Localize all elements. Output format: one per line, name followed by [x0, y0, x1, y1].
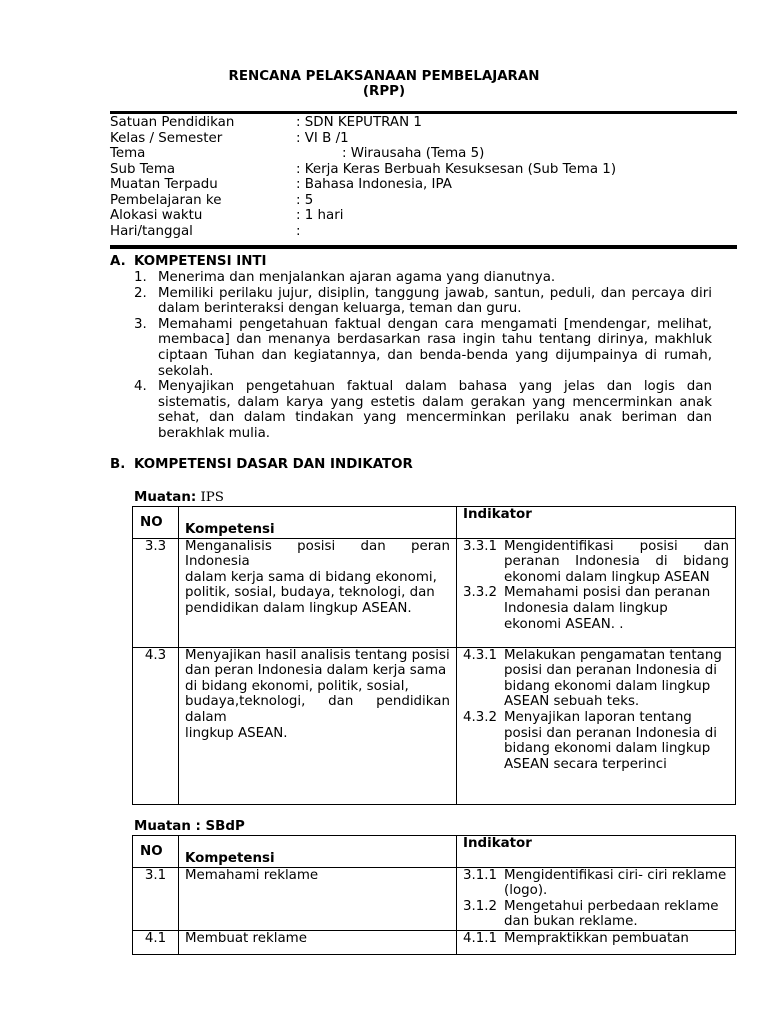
list-item — [134, 317, 712, 379]
row-indikator — [457, 647, 736, 804]
document-subtitle: (RPP) — [362, 84, 406, 99]
list-item — [134, 379, 712, 441]
info-value: : Wirausaha (Tema 5) — [342, 146, 485, 161]
info-value: : 1 hari — [296, 208, 344, 223]
sbdp-table — [132, 835, 736, 955]
info-label: Alokasi waktu — [110, 208, 203, 223]
muatan-sbdp-label: Muatan : SBdP — [134, 819, 245, 834]
info-row-hari — [110, 224, 737, 240]
section-b-heading — [110, 457, 413, 473]
info-label: Sub Tema — [110, 161, 176, 177]
indikator-code: 3.1.2 — [463, 898, 498, 914]
table-row — [133, 930, 736, 954]
indikator-code: 4.1.1 — [463, 930, 498, 946]
list-number: 2. — [134, 285, 147, 301]
row-indikator — [457, 867, 736, 930]
section-a-heading — [110, 254, 267, 270]
header-kompetensi: Kompetensi — [179, 836, 457, 868]
info-row-tema — [110, 146, 737, 162]
row-no: 4.3 — [133, 647, 179, 804]
indikator-item — [463, 539, 729, 586]
indikator-item — [463, 648, 729, 710]
kompetensi-inti-list — [134, 270, 712, 442]
list-text: Menyajikan pengetahuan faktual dalam bahasa yang jelas dan logis dan sistematis, dalam karya yang estetis dalam gerakan yang mencerminkan anak sehat, dan dalam tindakan yang mencerminkan perilaku anak beriman dan berakhlak mulia. — [158, 379, 712, 441]
muatan-ips-label — [134, 490, 224, 506]
info-row-muatan — [110, 177, 737, 193]
row-kompetensi: Memahami reklame — [179, 867, 457, 930]
document-title: RENCANA PELAKSANAAN PEMBELAJARAN — [228, 69, 540, 84]
indikator-text: Melakukan pengamatan tentang posisi dan peranan Indonesia di bidang ekonomi dalam lingkup ASEAN sebuah teks. — [504, 647, 722, 710]
indikator-code: 4.3.1 — [463, 647, 498, 663]
bottom-rule — [110, 245, 737, 249]
section-title: KOMPETENSI INTI — [134, 254, 267, 269]
indikator-code: 3.1.1 — [463, 867, 498, 883]
row-kompetensi: Membuat reklame — [179, 930, 457, 954]
kompetensi-line: dalam kerja sama di bidang ekonomi, — [185, 569, 437, 585]
info-label: Tema — [110, 146, 146, 161]
table-header-row — [133, 836, 736, 868]
info-label: Muatan Terpadu — [110, 177, 218, 192]
list-number: 3. — [134, 316, 147, 332]
row-no: 3.3 — [133, 538, 179, 647]
indikator-code: 3.3.2 — [463, 585, 498, 601]
header-indikator: Indikator — [457, 507, 736, 539]
list-number: 4. — [134, 379, 147, 395]
ips-table — [132, 506, 736, 805]
info-value: : Kerja Keras Berbuah Kesuksesan (Sub Tema 1) — [296, 161, 617, 177]
row-kompetensi — [179, 538, 457, 647]
kompetensi-line: budaya,teknologi, dan pendidikan dalam — [185, 694, 450, 725]
info-value: : VI B /1 — [296, 130, 349, 146]
list-text: Menerima dan menjalankan ajaran agama yang dianutnya. — [158, 270, 556, 285]
muatan-label-key: Muatan: — [134, 490, 197, 505]
kompetensi-line: dan peran Indonesia dalam kerja sama — [185, 663, 447, 679]
info-row-satuan — [110, 115, 737, 131]
indikator-item — [463, 710, 729, 772]
list-text: Memahami pengetahuan faktual dengan cara mengamati [mendengar, melihat, membaca] dan menanya berdasarkan rasa ingin tahu tentang dirinya, makhluk ciptaan Tuhan dan kegiatannya, dan benda-benda yang dijumpainya di rumah, sekolah. — [158, 316, 712, 379]
list-item — [134, 270, 712, 286]
indikator-code: 4.3.2 — [463, 709, 498, 725]
top-rule — [110, 111, 737, 114]
indikator-item — [463, 931, 729, 947]
indikator-text: Mengidentifikasi ciri- ciri reklame (logo). — [504, 867, 727, 899]
row-no: 4.1 — [133, 930, 179, 954]
info-row-pembelajaran — [110, 193, 737, 209]
section-letter: B. — [110, 457, 126, 472]
indikator-item — [463, 899, 729, 930]
indikator-text: Mempraktikkan pembuatan — [504, 930, 689, 946]
info-label: Hari/tanggal — [110, 223, 193, 239]
indikator-text: Mengidentifikasi posisi dan peranan Indonesia di bidang ekonomi dalam lingkup ASEAN — [504, 538, 729, 585]
indikator-text: Memahami posisi dan peranan Indonesia dalam lingkup ekonomi ASEAN. . — [504, 585, 711, 632]
indikator-item — [463, 585, 729, 632]
kompetensi-line: lingkup ASEAN. — [185, 725, 288, 741]
section-title: KOMPETENSI DASAR DAN INDIKATOR — [134, 457, 413, 472]
info-value: : SDN KEPUTRAN 1 — [296, 115, 422, 130]
header-kompetensi: Kompetensi — [179, 507, 457, 539]
kompetensi-line: Menganalisis posisi dan peran Indonesia — [185, 538, 450, 570]
row-no: 3.1 — [133, 867, 179, 930]
list-number: 1. — [134, 270, 147, 285]
indikator-text: Menyajikan laporan tentang posisi dan peranan Indonesia di bidang ekonomi dalam lingkup ASEAN secara terperinci — [504, 709, 717, 772]
info-label: Kelas / Semester — [110, 130, 223, 146]
table-row — [133, 647, 736, 804]
section-letter: A. — [110, 254, 126, 269]
info-label: Satuan Pendidikan — [110, 115, 235, 130]
kompetensi-line: Menyajikan hasil analisis tentang posisi — [185, 647, 450, 663]
header-no: NO — [133, 507, 179, 539]
table-row — [133, 538, 736, 647]
indikator-code: 3.3.1 — [463, 538, 498, 554]
info-row-subtema — [110, 162, 737, 178]
table-header-row — [133, 507, 736, 539]
info-value: : Bahasa Indonesia, IPA — [296, 177, 452, 192]
kompetensi-line: di bidang ekonomi, politik, sosial, — [185, 678, 409, 694]
info-value: : — [296, 223, 301, 239]
list-text: Memiliki perilaku jujur, disiplin, tanggung jawab, santun, peduli, dan percaya diri dalam berinteraksi dengan keluarga, teman dan guru. — [158, 285, 712, 317]
info-value: : 5 — [296, 192, 314, 208]
info-label: Pembelajaran ke — [110, 192, 222, 208]
row-kompetensi — [179, 647, 457, 804]
row-indikator — [457, 930, 736, 954]
list-item — [134, 286, 712, 317]
indikator-text: Mengetahui perbedaan reklame dan bukan reklame. — [504, 898, 719, 930]
muatan-label-value: IPS — [200, 490, 224, 505]
info-row-kelas — [110, 131, 737, 147]
kompetensi-line: pendidikan dalam lingkup ASEAN. — [185, 600, 412, 616]
table-row — [133, 867, 736, 930]
row-indikator — [457, 538, 736, 647]
indikator-item — [463, 868, 729, 899]
header-no: NO — [133, 836, 179, 868]
info-row-alokasi — [110, 208, 737, 224]
kompetensi-line: politik, sosial, budaya, teknologi, dan — [185, 585, 435, 601]
header-indikator: Indikator — [457, 836, 736, 868]
